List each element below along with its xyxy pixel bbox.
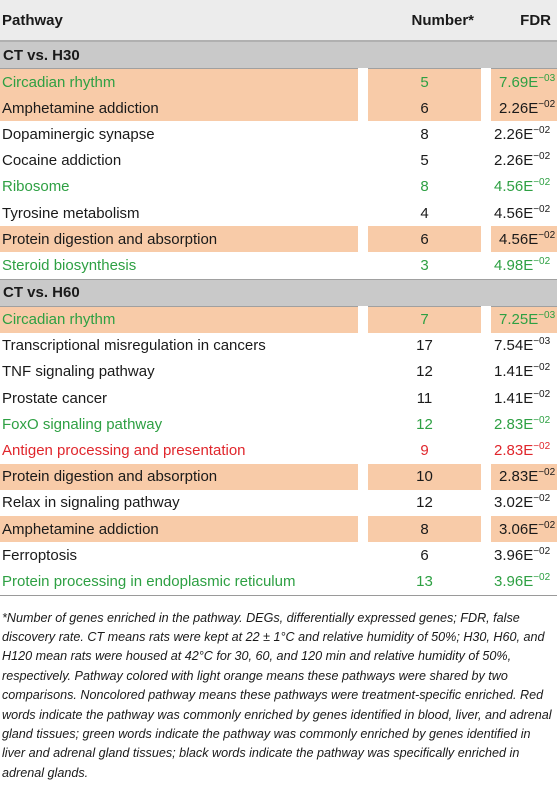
gene-number: 11 [416,389,433,407]
fdr-exponent: −02 [533,177,551,189]
fdr-value [486,516,557,542]
gene-number: 5 [363,69,486,96]
fdr-exponent: −02 [533,388,551,400]
table-row [0,95,557,121]
gene-number: 17 [416,337,433,355]
fdr-value [486,333,557,359]
table-row [0,121,557,147]
fdr-value [486,148,557,174]
fdr-mantissa: 3.02E [494,494,534,512]
pathway-name: Protein digestion and absorption [0,226,363,252]
gene-number: 8 [420,178,429,196]
fdr-mantissa: 3.96E [494,546,534,564]
table-row [0,516,557,542]
pathway-name: Tyrosine metabolism [2,204,140,222]
fdr-exponent: −02 [538,519,556,531]
section-header-row [0,279,557,306]
fdr-mantissa: 7.25E [499,311,539,329]
fdr-mantissa: 2.26E [494,152,534,170]
gene-number: 6 [420,546,429,564]
fdr-mantissa: 4.56E [494,204,534,222]
table-row [0,148,557,174]
fdr-value [486,306,557,333]
table-row [0,359,557,385]
fdr-exponent: −03 [538,310,556,322]
fdr-mantissa: 2.26E [494,125,534,143]
fdr-exponent: −02 [533,255,551,267]
fdr-mantissa: 1.41E [494,363,534,381]
fdr-value [486,568,557,595]
fdr-mantissa: 4.56E [494,178,534,196]
table-row [0,411,557,437]
section-header-row [0,41,557,69]
fdr-value [486,121,557,147]
fdr-mantissa: 4.98E [494,256,534,274]
fdr-exponent: −02 [533,414,551,426]
fdr-exponent: −02 [533,493,551,505]
pathway-name: FoxO signaling pathway [2,415,163,433]
fdr-exponent: −02 [538,229,556,241]
fdr-value [486,385,557,411]
gene-number: 7 [363,306,486,333]
table-footnote: *Number of genes enriched in the pathway. DEGs, differentially expressed genes; FDR, false discovery rate. CT means rats were kept at 22 ± 1°C and relative humidity of 50%; H30, H60, and H120 mean rats were housed at 42°C for 30, 60, and 120 min and relative humidity of 50%, respectively. Pathway colored with light orange means these pathways were shared by two comparisons. Noncolored pathway means these pathways were treatment-specific enriched. Red words indicate the pathway was commonly enriched by genes identified in blood, liver, and adrenal gland tissues; green words indicate the pathway was commonly enriched by genes identified in liver and adrenal gland tissues; black words indicate the pathway was specifically enriched in adrenal glands. [2,610,552,780]
fdr-mantissa: 1.41E [494,389,534,407]
fdr-mantissa: 2.26E [499,99,539,117]
fdr-exponent: −02 [533,571,551,583]
fdr-exponent: −03 [533,336,551,348]
gene-number: 9 [420,442,429,460]
fdr-mantissa: 7.54E [494,337,534,355]
fdr-value [486,226,557,252]
table-row [0,226,557,252]
header-fdr: FDR [486,0,557,41]
fdr-value [486,542,557,568]
fdr-exponent: −02 [533,203,551,215]
fdr-exponent: −02 [533,151,551,163]
table-row [0,252,557,279]
table-row [0,174,557,200]
gene-number: 3 [420,256,429,274]
pathway-name: Protein digestion and absorption [0,464,363,490]
gene-number: 12 [416,415,433,433]
table-row [0,542,557,568]
fdr-value [486,69,557,96]
gene-number: 12 [416,363,433,381]
section-title: CT vs. H30 [0,41,557,69]
pathway-name: TNF signaling pathway [2,363,155,381]
fdr-value [486,464,557,490]
pathway-name: Steroid biosynthesis [2,256,137,274]
fdr-mantissa: 7.69E [499,73,539,91]
fdr-value [486,252,557,279]
gene-number: 6 [363,95,486,121]
pathway-name: Protein processing in endoplasmic reticulum [0,568,363,595]
gene-number: 5 [420,152,429,170]
fdr-value [486,359,557,385]
gene-number: 4 [420,204,429,222]
fdr-value [486,174,557,200]
fdr-exponent: −02 [538,98,556,110]
fdr-mantissa: 2.83E [494,415,534,433]
pathway-name: Cocaine addiction [2,152,122,170]
gene-number: 8 [420,125,429,143]
table-row [0,306,557,333]
gene-number: 10 [363,464,486,490]
section-title: CT vs. H60 [0,279,557,306]
fdr-value [486,200,557,226]
fdr-mantissa: 2.83E [494,442,534,460]
table-row [0,464,557,490]
fdr-exponent: −02 [533,362,551,374]
pathway-name: Amphetamine addiction [0,516,363,542]
fdr-exponent: −02 [533,441,551,453]
gene-number: 8 [363,516,486,542]
fdr-exponent: −02 [533,124,551,136]
table-row [0,385,557,411]
table-row [0,69,557,96]
table-row [0,333,557,359]
fdr-exponent: −03 [538,72,556,84]
pathway-name: Antigen processing and presentation [2,442,246,460]
fdr-exponent: −02 [538,467,556,479]
pathway-name: Circadian rhythm [0,69,363,96]
header-number: Number* [363,0,486,41]
pathway-name: Ferroptosis [2,546,78,564]
pathway-name: Dopaminergic synapse [2,125,155,143]
table-row [0,200,557,226]
fdr-mantissa: 3.96E [494,572,534,590]
table-row [0,490,557,516]
fdr-value [486,411,557,437]
gene-number: 12 [416,494,433,512]
fdr-exponent: −02 [533,545,551,557]
fdr-value [486,437,557,463]
pathway-name: Transcriptional misregulation in cancers [2,337,266,355]
fdr-mantissa: 4.56E [499,230,539,248]
pathway-name: Relax in signaling pathway [2,494,180,512]
fdr-value [486,490,557,516]
fdr-value [486,95,557,121]
gene-number: 6 [363,226,486,252]
table-row [0,568,557,595]
pathway-name: Ribosome [2,178,70,196]
table-header-row [0,0,557,41]
table-row [0,437,557,463]
fdr-mantissa: 3.06E [499,520,539,538]
gene-number: 13 [363,568,486,595]
fdr-mantissa: 2.83E [499,468,539,486]
header-pathway: Pathway [0,0,363,41]
pathway-name: Amphetamine addiction [0,95,363,121]
pathway-name: Circadian rhythm [0,306,363,333]
table-body [0,41,557,595]
pathway-name: Prostate cancer [2,389,108,407]
